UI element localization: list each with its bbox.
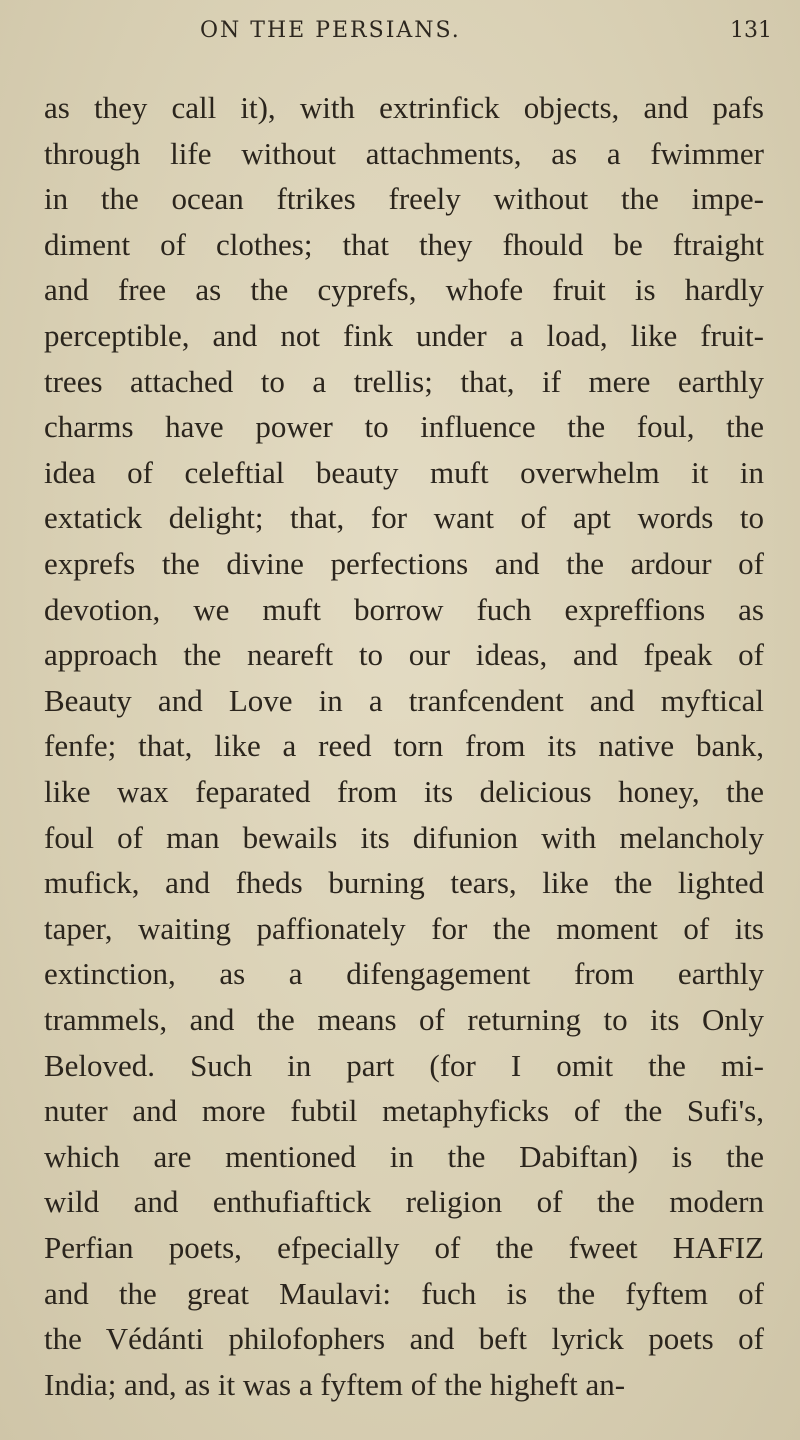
text-line: as they call it), with extrinfick objects, and pafs xyxy=(44,90,764,125)
text-line: in the ocean ftrikes freely without the impe- xyxy=(44,181,764,217)
text-line: mufick, and fheds burning tears, like the lighted xyxy=(44,865,764,901)
text-line: and the great Maulavi: fuch is the fyftem of xyxy=(44,1275,764,1311)
text-line: India; and, as it was a fyftem of the higheft an- xyxy=(44,1366,626,1402)
text-line: extinction, as a difengagement from earthly xyxy=(44,956,764,992)
text-line: idea of celeftial beauty muft overwhelm it in xyxy=(44,454,764,490)
text-line: through life without attachments, as a fwimmer xyxy=(44,135,764,171)
text-line: trees attached to a trellis; that, if mere earthly xyxy=(44,363,764,399)
text-line: Beauty and Love in a tranfcendent and myftical xyxy=(44,682,764,718)
text-line: approach the neareft to our ideas, and fpeak of xyxy=(44,637,764,673)
page-number: 131 xyxy=(730,18,772,43)
text-line: exprefs the divine perfections and the ardour of xyxy=(44,546,764,581)
running-title: ON THE PERSIANS. xyxy=(200,18,461,43)
text-line: extatick delight; that, for want of apt words to xyxy=(44,500,764,536)
text-line: foul of man bewails its difunion with melancholy xyxy=(44,819,764,855)
text-line: which are mentioned in the Dabiftan) is the xyxy=(44,1138,764,1174)
text-line: wild and enthufiaftick religion of the modern xyxy=(44,1184,764,1220)
text-line: like wax feparated from its delicious honey, the xyxy=(44,774,764,809)
text-line: Perfian poets, efpecially of the fweet HAFIZ xyxy=(44,1230,764,1265)
text-line: charms have power to influence the foul, the xyxy=(44,409,764,445)
text-line: nuter and more fubtil metaphyficks of the Sufi's, xyxy=(44,1093,764,1129)
text-line: fenfe; that, like a reed torn from its native bank, xyxy=(44,728,764,764)
text-line: trammels, and the means of returning to its Only xyxy=(44,1002,764,1037)
text-line: the Védánti philofophers and beft lyrick poets of xyxy=(44,1321,764,1357)
text-line: perceptible, and not fink under a load, like fruit- xyxy=(44,318,764,353)
text-line: and free as the cyprefs, whofe fruit is hardly xyxy=(44,272,764,308)
text-line: taper, waiting paffionately for the moment of its xyxy=(44,910,764,946)
text-line: devotion, we muft borrow fuch expreffions as xyxy=(44,591,764,627)
text-line: diment of clothes; that they fhould be ftraight xyxy=(44,226,764,262)
text-line: Beloved. Such in part (for I omit the mi- xyxy=(44,1047,764,1083)
